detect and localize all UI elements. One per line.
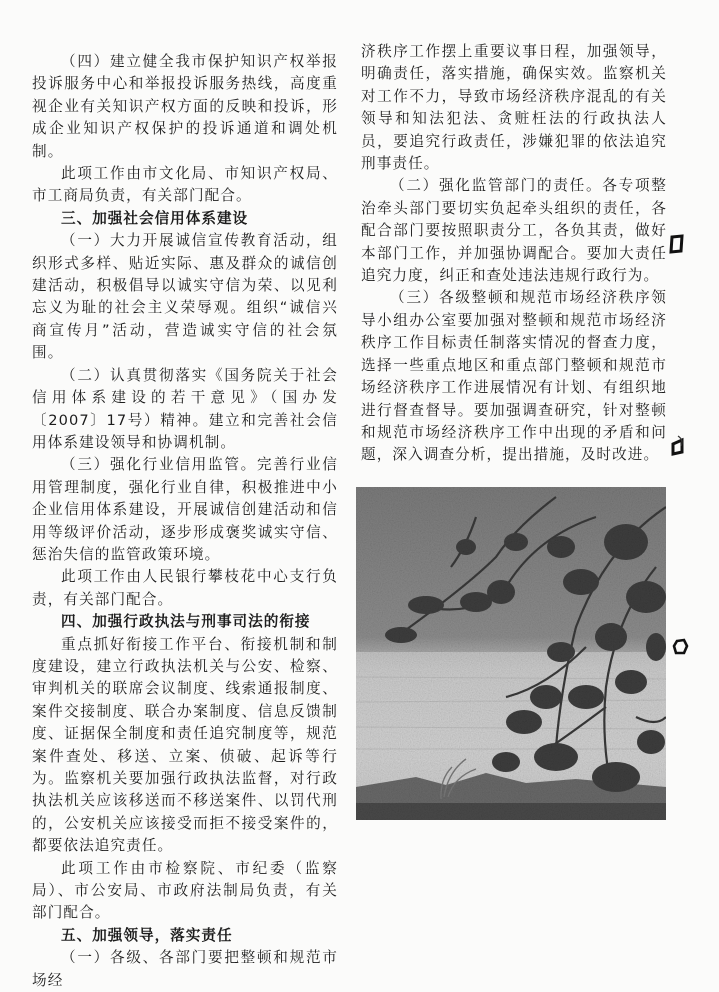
- section-heading-4: 四、加强行政执法与刑事司法的衔接: [61, 613, 311, 631]
- left-column: [32, 51, 338, 992]
- paragraph-responsibility-2: 此项工作由人民银行攀枝花中心支行负责，有关部门配合。: [32, 568, 338, 608]
- paragraph-ip-hotline: （四）建立健全我市保护知识产权举报投诉服务中心和举报投诉服务热线，高度重视企业有关知识产权方面的反映和投诉，形成企业知识产权保护的投诉通道和调处机制。: [32, 53, 338, 160]
- handwritten-mark-icon: [672, 638, 690, 656]
- paragraph-leadership-1-continued: 济秩序工作摆上重要议事日程，加强领导，明确责任，落实措施，确保实效。监察机关对工作不力，导致市场经济秩序混乱的有关领导和知法犯法、贪赃枉法的行政执法人员，要追究行政责任，涉嫌犯罪的依法追究刑事责任。: [361, 43, 667, 173]
- section-heading-5: 五、加强领导，落实责任: [61, 926, 233, 944]
- handwritten-mark-icon: [668, 434, 688, 460]
- paragraph-credit-3: （三）强化行业信用监管。完善行业信用管理制度，强化行业自律，积极推进中小企业信用体系建设，开展诚信创建活动和信用等级评价活动，逐步形成褒奖诚实守信、惩治失信的监管政策环境。: [32, 456, 338, 563]
- paragraph-enforcement: 重点抓好衔接工作平台、衔接机制和制度建设，建立行政执法机关与公安、检察、审判机关的联席会议制度、线索通报制度、案件交接制度、联合办案制度、信息反馈制度、证据保全制度和责任追究制度等，规范案件查处、移送、立案、侦破、起诉等行为。监察机关要加强行政执法监督，对行政执法机关应该移送而不移送案件、以罚代刑的，公安机关应该接受而拒不接受案件的，都要依法追究责任。: [32, 635, 338, 855]
- right-column: [361, 41, 667, 467]
- paragraph-credit-2: （二）认真贯彻落实《国务院关于社会信用体系建设的若干意见》（国办发〔2007〕17号）精神。建立和完善社会信用体系建设领导和协调机制。: [32, 366, 338, 451]
- paragraph-responsibility-3: 此项工作由市检察院、市纪委（监察局）、市公安局、市政府法制局负责，有关部门配合。: [32, 859, 338, 922]
- paragraph-responsibility-1: 此项工作由市文化局、市知识产权局、市工商局负责，有关部门配合。: [32, 165, 338, 205]
- photo-illustration: [356, 487, 666, 820]
- landscape-photo: [356, 487, 666, 820]
- paragraph-credit-1: （一）大力开展诚信宣传教育活动，组织形式多样、贴近实际、惠及群众的诚信创建活动，积极倡导以诚实守信为荣、以见利忘义为耻的社会主义荣辱观。组织“诚信兴商宣传月”活动，营造诚实守信的社会氛围。: [32, 232, 338, 362]
- handwritten-mark-icon: [667, 233, 687, 255]
- paragraph-leadership-2: （二）强化监管部门的责任。各专项整治牵头部门要切实负起牵头组织的责任，各配合部门要按照职责分工，各负其责，做好本部门工作，并加强协调配合。要加大责任追究力度，纠正和查处违法违规行政行为。: [361, 177, 667, 285]
- paragraph-leadership-1-start: （一）各级、各部门要把整顿和规范市场经: [32, 949, 338, 989]
- section-heading-3: 三、加强社会信用体系建设: [61, 209, 249, 227]
- paragraph-leadership-3: （三）各级整顿和规范市场经济秩序领导小组办公室要加强对整顿和规范市场经济秩序工作目标责任制落实情况的督查力度，选择一些重点地区和重点部门整顿和规范市场经济秩序工作进展情况有计划、有组织地进行督查督导。要加强调查研究，针对整顿和规范市场经济秩序工作中出现的矛盾和问题，深入调查分析，提出措施，及时改进。: [361, 289, 667, 464]
